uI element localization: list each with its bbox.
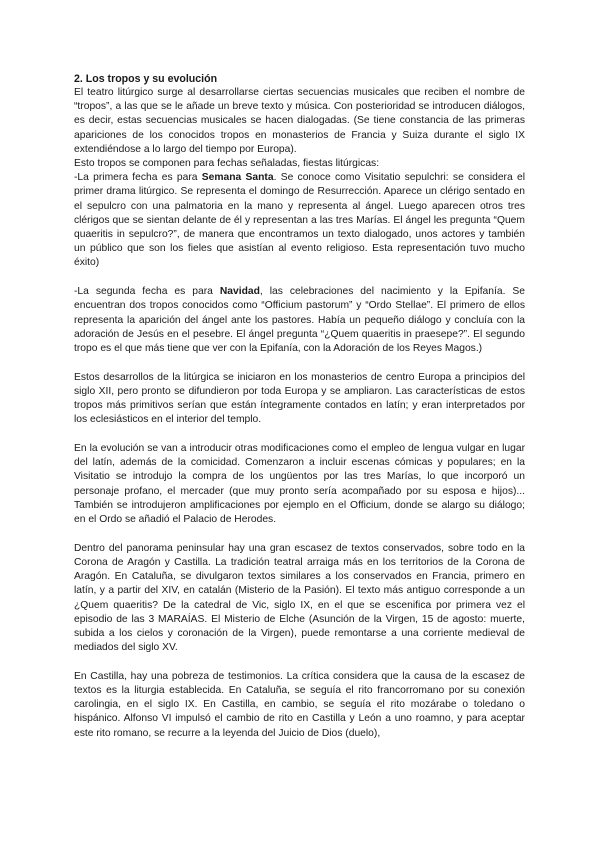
paragraph-navidad <box>74 285 525 356</box>
paragraph-gap <box>74 271 525 286</box>
paragraph-fechas: Esto tropos se componen para fechas señaladas, fiestas litúrgicas: <box>74 158 380 170</box>
paragraph-castilla: En Castilla, hay una pobreza de testimonios. La crítica considera que la causa de la escasez de textos es la liturgia establecida. En Cataluña, se seguía el rito francorromano por su conexión carolingia, en el siglo IX. En Castilla, en cambio, se seguía el rito mozárabe o toledano o hispánico. Alfonso VI impulsó el cambio de rito en Castilla y León a uno roamno, y para aceptar este rito romano, se recurre a la leyenda del Juicio de Dios (duelo), <box>74 670 525 739</box>
semana-santa-prefix: -La primera fecha es para <box>74 172 202 184</box>
paragraph-gap <box>74 356 525 371</box>
paragraph-gap <box>74 527 525 542</box>
section-heading: 2. Los tropos y su evolución <box>74 73 218 85</box>
paragraph-intro: El teatro litúrgico surge al desarrollarse ciertas secuencias musicales que reciben el nombre de “tropos”, a las que se le añade un breve texto y música. Con posterioridad se introducen diálogos, es decir, estas secuencias musicales se hacen dialogadas. (Se tiene constancia de las primeras apariciones de los conocidos tropos en monasterios de Francia y Suiza durante el siglo IX extendiéndose a lo largo del tiempo por Europa). <box>74 87 525 155</box>
paragraph-peninsular: Dentro del panorama peninsular hay una gran escasez de textos conservados, sobre todo en la Corona de Aragón y Castilla. La tradición teatral arraiga más en los territorios de la Corona de Aragón. En Cataluña, se divulgaron textos similares a los conservados en Francia, primero en latín, y a partir del XIV, en catalán (Misterio de la Pasión). El texto más antiguo corresponde a un ¿Quem quaeritis? De la catedral de Vic, siglo IX, en el que se escenifica por primera vez el episodio de las 3 MARAÍAS. El Misterio de Elche (Asunción de la Virgen, 15 de agosto: muerte, subida a los cielos y coronación de la Virgen), puede remontarse a una corriente medieval de mediados del siglo XV. <box>74 542 525 654</box>
navidad-prefix: -La segunda fecha es para <box>74 286 220 298</box>
semana-santa-bold: Semana Santa <box>201 172 274 184</box>
navidad-bold: Navidad <box>219 286 260 298</box>
paragraph-gap <box>74 655 525 670</box>
navidad-text: , las celebraciones del nacimiento y la Epifanía. Se encuentran dos tropos conocidos como “Officium pastorum” y “Ordo Stellae”. El primero de ellos representa la aparición del ángel ante los pastores. Había un pequeño diálogo y concluía con la adoración de Jesús en el pesebre. El ángel pregunta “¿Quem quaeritis in praesepe?”. El segundo tropo es el que más tiene que ver con la Epifanía, con la Adoración de los Reyes Magos.) <box>74 286 525 354</box>
semana-santa-text: . Se conoce como Visitatio sepulchri: se considera el primer drama litúrgico. Se representa el domingo de Resurrección. Aparece un clérigo sentado en el sepulcro con una palmatoria en la mano y representa al ángel. Luego aparecen otros tres clérigos que se sientan delante de él y representan a las tres Marías. El ángel les pregunta “Quem quaeritis in sepulcro?”, de manera que encontramos un texto dialogado, unos actores y también un público que son los fieles que asistían al evento religioso. Esta representación tuvo mucho éxito) <box>74 172 525 269</box>
paragraph-desarrollos: Estos desarrollos de la litúrgica se iniciaron en los monasterios de centro Europa a principios del siglo XII, pero pronto se difundieron por toda Europa y se ampliaron. Las características de estos tropos más primitivos serían que están íntegramente contados en latín; y eran interpretados por los eclesiásticos en el interior del templo. <box>74 371 525 426</box>
paragraph-semana-santa <box>74 171 525 270</box>
paragraph-gap <box>74 427 525 442</box>
paragraph-evolucion: En la evolución se van a introducir otras modificaciones como el empleo de lengua vulgar en lugar del latín, además de la comicidad. Comenzaron a incluir escenas cómicas y populares; en la Visitatio se introdujo la compra de los ungüentos por las tres Marías, lo que incorporó un personaje profano, el mercader (que muy pronto sería acompañado por su esposa e hijos)... También se introdujeron amplificaciones por ejemplo en el Officium, donde se alargo su diálogo; en el Ordo se añadió el Palacio de Herodes. <box>74 442 525 525</box>
